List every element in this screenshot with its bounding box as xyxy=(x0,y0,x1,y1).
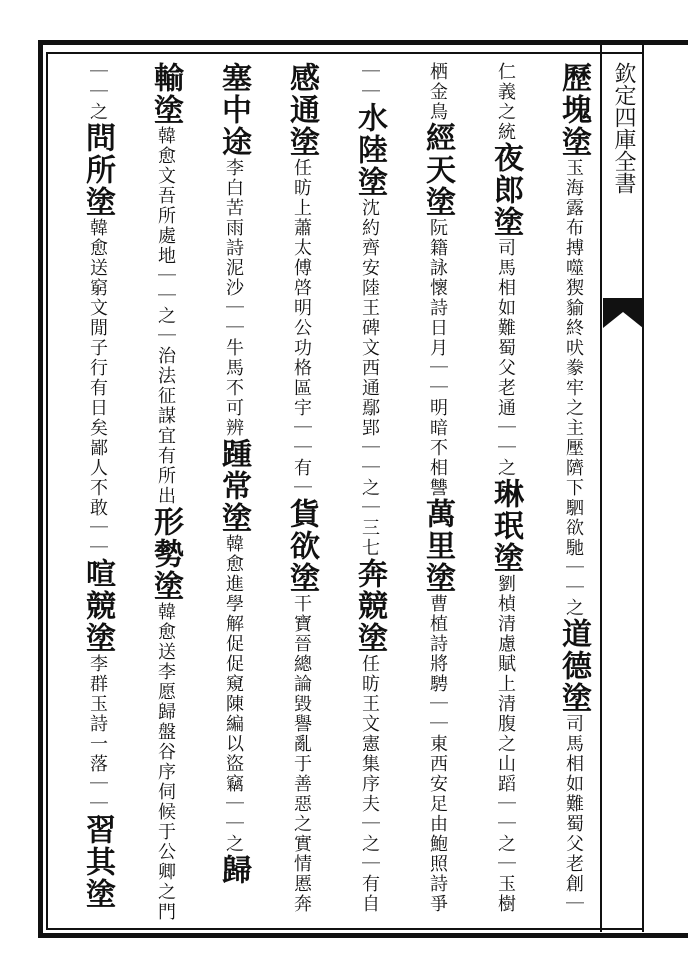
text-column xyxy=(344,62,394,922)
citation-text: 仁義之統 xyxy=(495,62,516,142)
headword: 踵常塗 xyxy=(216,438,251,534)
citation-text: 任昉上蕭太傅啓明公功格區宇｜｜有｜ xyxy=(291,158,312,498)
headword: 問所塗 xyxy=(80,122,115,218)
headword: 塞中途 xyxy=(216,62,251,158)
headword: 經天塗 xyxy=(420,122,455,218)
headword: 萬里塗 xyxy=(420,498,455,594)
gutter-rule-outer xyxy=(642,42,644,932)
headword: 水陸塗 xyxy=(352,102,387,198)
citation-text: 韓愈送窮文閒子行有日矣鄙人不敢｜｜ xyxy=(87,218,108,558)
headword: 形勢塗 xyxy=(148,506,183,602)
text-column xyxy=(208,62,258,922)
citation-text: 阮籍詠懷詩日月｜｜明暗不相讐 xyxy=(427,218,448,498)
headword: 琳珉塗 xyxy=(488,478,523,574)
inner-rule-top xyxy=(46,52,642,54)
text-column xyxy=(140,62,190,922)
headword: 歸 xyxy=(216,854,251,886)
citation-text: 劉楨清慮賦上清腹之山蹈｜｜之｜玉樹 xyxy=(495,574,516,914)
citation-text: 司馬相如難蜀父老通｜｜之 xyxy=(495,238,516,478)
text-column xyxy=(72,62,122,922)
citation-text: 韓愈送李愿歸盤谷序伺候于公卿之門 xyxy=(155,602,176,922)
text-column xyxy=(412,62,462,922)
headword: 道德塗 xyxy=(556,618,591,714)
headword: 奔競塗 xyxy=(352,558,387,654)
citation-text: 韓愈文吾所處地｜｜之｜治法征謀宜有所出 xyxy=(155,126,176,506)
text-column xyxy=(548,62,598,922)
inner-rule-left xyxy=(46,52,48,930)
headword: 喧競塗 xyxy=(80,558,115,654)
citation-text: ｜｜之 xyxy=(87,62,108,122)
headword: 夜郎塗 xyxy=(488,142,523,238)
citation-text: 栖金鳥 xyxy=(427,62,448,122)
citation-text: 曹植詩將騁｜｜東西安足由鮑照詩爭 xyxy=(427,594,448,914)
citation-text: 干寶晉總論毀譽亂于善惡之實情慝奔 xyxy=(291,594,312,914)
citation-text: 任昉王文憲集序夫｜之｜有自 xyxy=(359,654,380,914)
citation-text: 玉海露布搏噬猰貐終吠豢牢之主壓隮下駟欲馳｜｜之 xyxy=(563,158,584,618)
gutter-rule xyxy=(600,42,602,932)
citation-text: 李群玉詩一落｜｜ xyxy=(87,654,108,814)
headword: 輸塗 xyxy=(148,62,183,126)
source-title: 欽定四庫全書 xyxy=(611,62,636,194)
citation-text: 沈約齊安陸王碑文西通鄢郢｜｜之｜三七 xyxy=(359,198,380,558)
headword: 感通塗 xyxy=(284,62,319,158)
headword: 習其塗 xyxy=(80,814,115,910)
headword: 貨欲塗 xyxy=(284,498,319,594)
citation-text: 韓愈進學解促促窺陳編以盜竊｜｜之 xyxy=(223,534,244,854)
center-margin xyxy=(606,62,640,922)
citation-text: 李白苦雨詩泥沙｜｜牛馬不可辨 xyxy=(223,158,244,438)
citation-text: 司馬相如難蜀父老創｜ xyxy=(563,714,584,914)
headword: 歷塊塗 xyxy=(556,62,591,158)
text-column xyxy=(480,62,530,922)
inner-rule-bottom xyxy=(46,928,642,930)
citation-text: ｜｜ xyxy=(359,62,380,102)
text-column xyxy=(276,62,326,922)
